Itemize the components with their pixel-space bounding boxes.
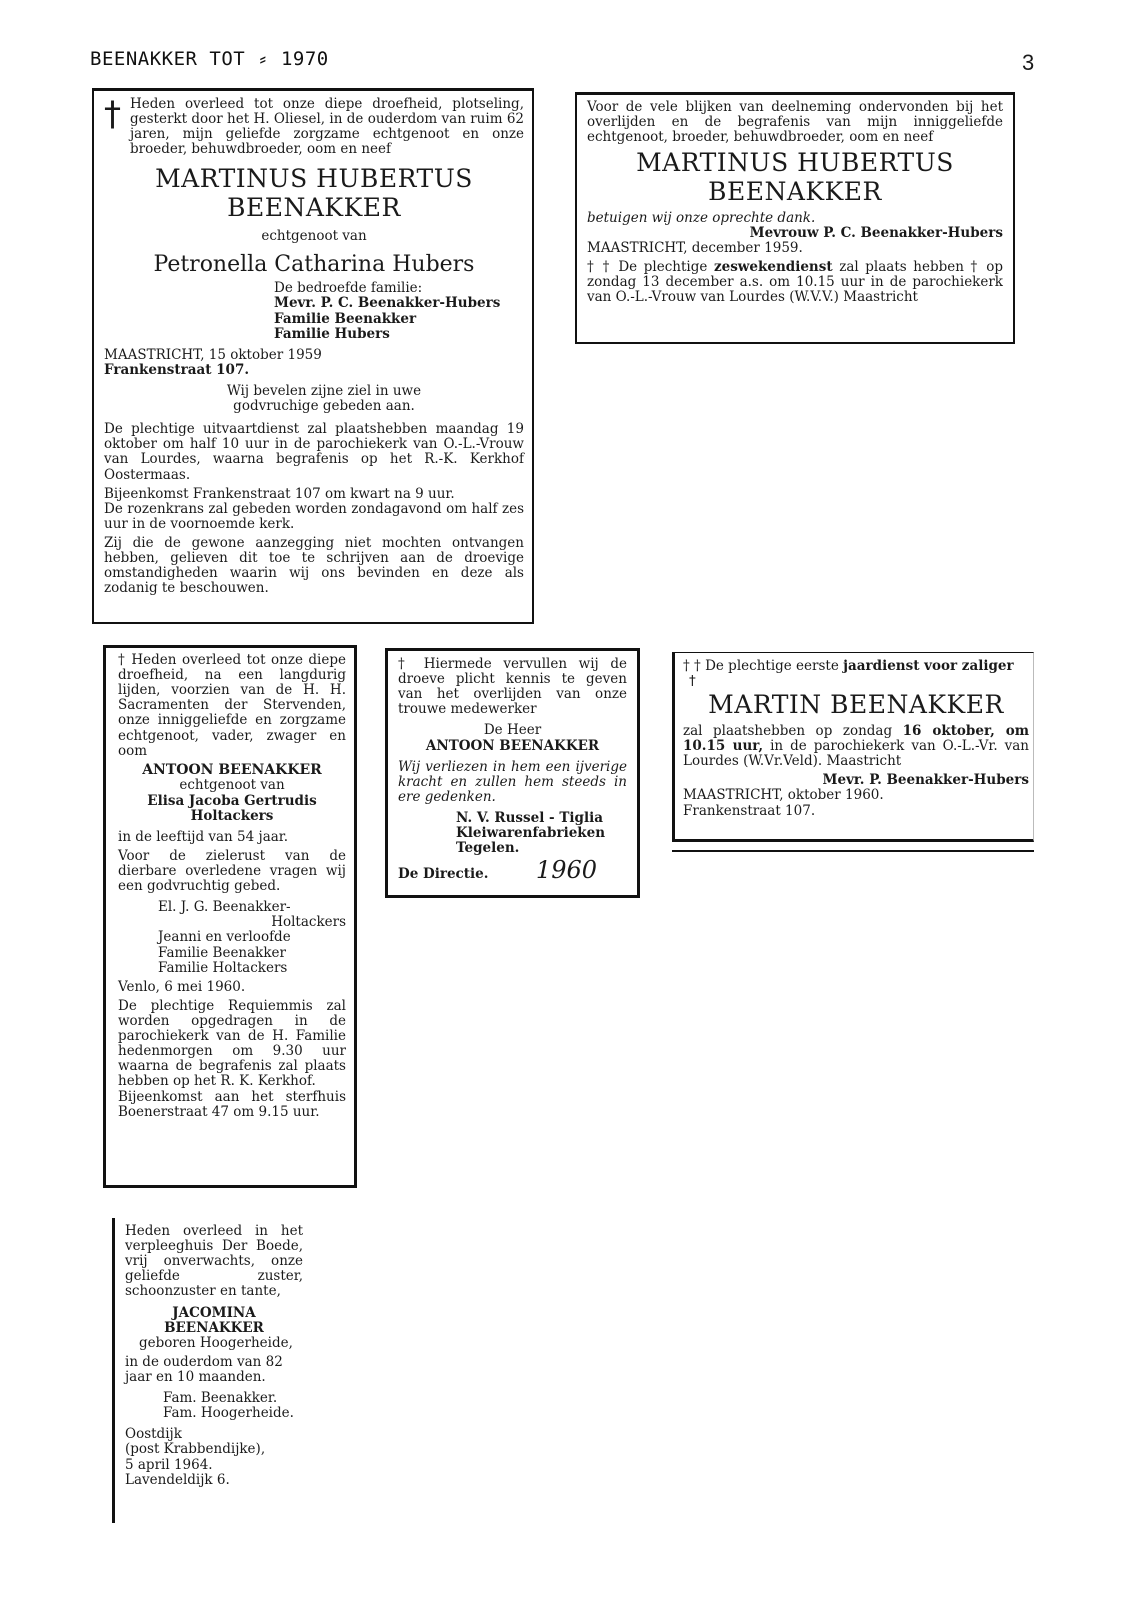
anniversary-details [683, 724, 1029, 769]
notice-martinus-death [92, 88, 534, 624]
divider [672, 850, 1034, 852]
family-member: El. J. G. Beenakker- [158, 899, 291, 916]
family-member: Fam. Beenakker. [163, 1390, 278, 1407]
funeral-service: De plechtige uitvaartdienst zal plaatshebben maandag 19 oktober om half 10 uur in de parochiekerk van O.-L.-Vrouw van Lourdes, waarna begrafenis op het R.-K. Kerkhof Oostermaas. [104, 421, 524, 483]
prayer: Wij bevelen zijne ziel in uwe godvruchige gebeden aan. [226, 383, 422, 415]
lead-text: † † De plechtige eerste [683, 658, 839, 674]
born: geboren Hoogerheide, [139, 1334, 293, 1351]
address: Frankenstraat 107. [683, 802, 816, 819]
notice-antoon-company [385, 648, 640, 898]
place-date: MAASTRICHT, december 1959. [587, 240, 803, 257]
date: 5 april 1964. [125, 1456, 213, 1473]
family-member: Jeanni en verloofde [158, 929, 291, 946]
title: De Heer [483, 722, 542, 739]
notice-intro: † Heden overleed tot onze diepe droefheid, na een langdurig lijden, voorzien van de H. H. Sacramenten der Stervenden, onze inniggeliefde en zorgzame echtgenoot, vader, zwager en oom [118, 652, 346, 759]
age: in de ouderdom van 82 jaar en 10 maanden. [125, 1353, 283, 1385]
deceased-name-line1: MARTINUS HUBERTUS [155, 164, 473, 194]
signer: Mevr. P. Beenakker-Hubers [822, 772, 1029, 789]
place-date: MAASTRICHT, oktober 1960. [683, 787, 884, 804]
company-name: Kleiwarenfabrieken [456, 825, 606, 842]
deceased-name-line2: BEENAKKER [164, 1319, 264, 1336]
anniversary-lead [683, 659, 1029, 674]
mass-lead: † † De plechtige [587, 259, 708, 276]
deceased-name-line2: BEENAKKER [708, 177, 882, 207]
deceased-name-line1: MARTINUS HUBERTUS [636, 148, 954, 178]
spouse-name-line1: Elisa Jacoba Gertrudis [147, 792, 317, 809]
notice-intro: Heden overleed in het verpleeghuis Der Boede, vrij onverwachts, onze geliefde zuster, schoonzuster en tante, [125, 1223, 303, 1300]
prayer: Voor de zielerust van de dierbare overledene vragen wij een godvruchtig gebed. [118, 847, 346, 895]
tribute-text: Wij verliezen in hem een ijverige kracht en zullen hem steeds in ere gedenken. [398, 758, 627, 805]
cross-icon: † [104, 94, 121, 134]
meeting-info: Bijeenkomst aan het sterfhuis Boenerstraat 47 om 9.15 uur. [118, 1088, 346, 1120]
company-city: Tegelen. [456, 840, 520, 857]
family-member: Familie Hubers [274, 325, 390, 342]
deceased-name-line2: BEENAKKER [227, 193, 401, 223]
address: Frankenstraat 107. [104, 361, 250, 378]
deceased-name: MARTIN BEENAKKER [708, 690, 1004, 720]
notice-martin-anniversary [672, 652, 1034, 842]
notice-intro: † Hiermede vervullen wij de droeve plicht kennis te geven van het overlijden van onze trouwe medewerker [398, 656, 627, 718]
notice-antoon-death [103, 645, 357, 1188]
lead-bold: jaardienst voor zaliger [843, 658, 1014, 674]
spouse-name-line2: Holtackers [190, 807, 274, 824]
family-label: De bedroefde familie: [274, 280, 423, 297]
requiem-mass: De plechtige Requiemmis zal worden opgedragen in de parochiekerk van de H. Familie hedenmorgen om 9.30 uur waarna de begrafenis zal plaats hebben op het R. K. Kerkhof. [118, 997, 346, 1090]
place-date: Venlo, 6 mei 1960. [118, 978, 246, 995]
details-b: 16 oktober, om 10.15 uur, [683, 722, 1029, 755]
address: Lavendeldijk 6. [125, 1471, 230, 1488]
place: Oostdijk [125, 1426, 182, 1443]
place-date: MAASTRICHT, 15 oktober 1959 [104, 346, 322, 363]
family-member: Holtackers [271, 914, 346, 931]
notice-intro: Voor de vele blijken van deelneming ondervonden bij het overlijden en de begrafenis van mijn inniggeliefde echtgenoot, broeder, behuwdbroeder, oom en neef [587, 99, 1003, 146]
notice-intro: Heden overleed tot onze diepe droefheid, plotseling, gesterkt door het H. Oliesel, in de ouderdom van ruim 62 jaren, mijn geliefde zorgzame echtgenoot en onze broeder, behuwdbroeder, oom en neef [130, 96, 524, 158]
handwritten-year: 1960 [535, 856, 597, 885]
spouse-name: Petronella Catharina Hubers [153, 252, 475, 278]
post: (post Krabbendijke), [125, 1441, 266, 1458]
deceased-name: ANTOON BEENAKKER [425, 737, 600, 754]
cross-icon: † [689, 673, 696, 690]
spouse-label: echtgenoot van [179, 777, 285, 794]
page-number: 3 [1022, 50, 1035, 75]
rosary-info: De rozenkrans zal gebeden worden zondagavond om half zes uur in de voornoemde kerk. [104, 500, 524, 532]
document-header: BEENAKKER TOT ⸗ 1970 [90, 48, 329, 70]
memorial-mass [587, 260, 1003, 305]
notice-martinus-thanks [575, 92, 1015, 344]
family-member: Familie Beenakker [158, 944, 286, 961]
mass-bold: zeswekendienst [713, 259, 833, 276]
company-name: N. V. Russel - Tiglia [456, 809, 603, 826]
age: in de leeftijd van 54 jaar. [118, 828, 289, 845]
notice-jacomina-death [112, 1218, 307, 1523]
signer: De Directie. [398, 866, 489, 883]
spouse-label: echtgenoot van [261, 227, 367, 244]
family-member: Fam. Hoogerheide. [163, 1405, 294, 1422]
mass-rest: zal plaats hebben † op zondag 13 december a.s. om 10.15 uur in de parochiekerk van O.-L.-Vrouw van Lourdes (W.V.V.) Maastricht [587, 259, 1003, 306]
family-member: Mevr. P. C. Beenakker-Hubers [274, 295, 501, 312]
closing-note: Zij die de gewone aanzegging niet mochten ontvangen hebben, gelieven dit toe te schrijven aan de droevige omstandigheden waarin wij ons bevinden en deze als zodanig te beschouwen. [104, 534, 524, 597]
details-a: zal plaatshebben op zondag [683, 722, 893, 739]
family-member: Familie Holtackers [158, 959, 288, 976]
thanks: betuigen wij onze oprechte dank. [587, 209, 816, 226]
signer: Mevrouw P. C. Beenakker-Hubers [749, 224, 1003, 241]
deceased-name-line1: JACOMINA [172, 1304, 256, 1321]
deceased-name: ANTOON BEENAKKER [142, 761, 322, 778]
meeting-info: Bijeenkomst Frankenstraat 107 om kwart na 9 uur. [104, 485, 455, 502]
details-c: in de parochiekerk van O.-L.-Vr. van Lourdes (W.Vr.Veld). Maastricht [683, 738, 1029, 770]
family-member: Familie Beenakker [274, 310, 417, 327]
